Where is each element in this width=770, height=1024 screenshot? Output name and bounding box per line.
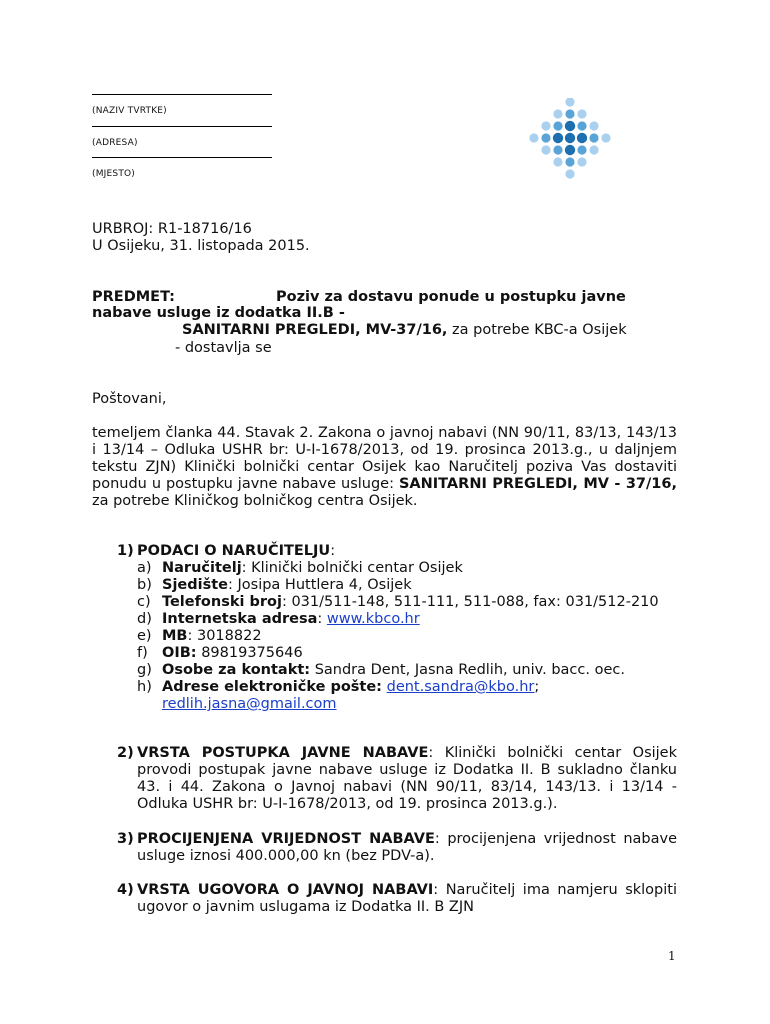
- website-link[interactable]: www.kbco.hr: [326, 611, 420, 627]
- section-title-colon: :: [330, 543, 336, 559]
- logo-dot: [541, 133, 550, 142]
- authority-details-list: [137, 560, 677, 713]
- list-label: Adrese elektroničke pošte:: [162, 679, 382, 695]
- logo-dot: [589, 133, 598, 142]
- intro-text: temeljem članka 44. Stavak 2. Zakona o javnoj nabavi (NN 90/11, 83/13, 143/13 i 13/14 – Odluka USHR br: U-I-1678/2013, od 19. prosinca 2013.g., u daljnjem tekstu ZJN) Klinički bolnički centar Osijek kao Naručitelj poziva Vas dostaviti ponudu u postupku javne nabave usluge:: [92, 425, 677, 492]
- subject-service-rest: za potrebe KBC-a Osijek: [447, 322, 627, 338]
- place-date: U Osijeku, 31. listopada 2015.: [92, 238, 310, 254]
- email-link-dent[interactable]: dent.sandra@kbo.hr: [386, 679, 535, 695]
- subject-title-line1: Poziv za dostavu ponude u postupku javne: [276, 289, 626, 305]
- logo-dot: [541, 145, 550, 154]
- logo-dot: [577, 145, 586, 154]
- list-letter: b): [137, 577, 152, 593]
- section-title: VRSTA UGOVORA O JAVNOJ NABAVI: [137, 882, 434, 898]
- list-label: Internetska adresa: [162, 611, 318, 627]
- list-item: [137, 577, 677, 594]
- subject-service-line: [182, 322, 627, 339]
- logo-dot: [565, 133, 575, 143]
- section-contracting-authority: [117, 543, 677, 560]
- place-blank: [92, 157, 272, 158]
- list-label: Telefonski broj: [162, 594, 282, 610]
- section-title: PODACI O NARUČITELJU: [137, 543, 331, 559]
- logo-dot: [553, 121, 562, 130]
- section-text: : Naručitelj ima namjeru sklopiti ugovor o javnim uslugama iz Dodatka II. B ZJN: [137, 882, 677, 915]
- subject-service: SANITARNI PREGLEDI, MV-37/16,: [182, 322, 448, 338]
- logo-dot: [553, 145, 562, 154]
- page-number: 1: [668, 949, 676, 963]
- list-value: 3018822: [196, 628, 262, 644]
- logo-dot: [577, 109, 586, 118]
- logo-dot: [565, 157, 574, 166]
- section-title: PROCIJENJENA VRIJEDNOST NABAVE: [137, 831, 435, 847]
- section-number: 4): [117, 882, 134, 898]
- list-letter: d): [137, 611, 152, 627]
- logo-dot: [589, 145, 598, 154]
- intro-tail: za potrebe Kliničkog bolničkog centra Osijek.: [92, 493, 418, 509]
- urbroj: URBROJ: R1-18716/16: [92, 221, 252, 237]
- list-letter: f): [137, 645, 148, 661]
- list-item: [137, 560, 677, 577]
- logo-dot: [565, 109, 574, 118]
- greeting: Poštovani,: [92, 391, 167, 407]
- kbc-dot-cross-logo-icon: [520, 98, 620, 182]
- section-number: 1): [117, 543, 134, 559]
- company-name-blank: [92, 94, 272, 95]
- list-value: 031/511-148, 511-111, 511-088, fax: 031/512-210: [291, 594, 659, 610]
- list-sep: :: [317, 611, 327, 627]
- subject-label: PREDMET:: [92, 289, 175, 305]
- list-letter: e): [137, 628, 152, 644]
- list-letter: a): [137, 560, 152, 576]
- section-estimated-value: [117, 831, 677, 865]
- list-sep: ;: [534, 679, 540, 695]
- list-item: [137, 611, 677, 628]
- list-sep: :: [241, 560, 252, 576]
- logo-dot: [565, 98, 574, 107]
- intro-bold: SANITARNI PREGLEDI, MV - 37/16,: [398, 476, 677, 492]
- list-letter: h): [137, 679, 152, 695]
- intro-paragraph: [92, 425, 677, 510]
- list-item: [137, 662, 677, 679]
- logo-dot: [577, 157, 586, 166]
- logo-dot: [601, 133, 610, 142]
- logo-dot: [565, 145, 575, 155]
- list-item: [137, 628, 677, 645]
- logo-dot: [541, 121, 550, 130]
- list-value: Sandra Dent, Jasna Redlih, univ. bacc. oec.: [314, 662, 625, 678]
- list-item: [137, 594, 677, 611]
- section-text: : procijenjena vrijednost nabave usluge iznosi 400.000,00 kn (bez PDV-a).: [137, 831, 677, 864]
- list-letter: g): [137, 662, 152, 678]
- address-caption: (ADRESA): [92, 138, 138, 148]
- list-label: MB: [162, 628, 188, 644]
- list-label: Naručitelj: [162, 560, 242, 576]
- email-link-redlih[interactable]: redlih.jasna@gmail.com: [162, 696, 337, 712]
- subject-title-line2: nabave usluge iz dodatka II.B -: [92, 305, 345, 321]
- list-item: [137, 645, 677, 662]
- subject-delivered: - dostavlja se: [175, 340, 272, 356]
- list-value: Josipa Huttlera 4, Osijek: [237, 577, 412, 593]
- list-sep: :: [228, 577, 238, 593]
- company-name-caption: (NAZIV TVRTKE): [92, 106, 167, 116]
- logo-dot: [553, 109, 562, 118]
- logo-dot: [565, 169, 574, 178]
- logo-dot: [529, 133, 538, 142]
- address-blank: [92, 126, 272, 127]
- list-letter: c): [137, 594, 151, 610]
- logo-dot: [577, 133, 587, 143]
- list-label: Sjedište: [162, 577, 228, 593]
- logo-dot: [553, 157, 562, 166]
- logo-dot: [553, 133, 563, 143]
- place-caption: (MJESTO): [92, 169, 136, 179]
- list-sep: :: [281, 594, 292, 610]
- list-sep: :: [187, 628, 197, 644]
- section-number: 2): [117, 745, 134, 761]
- logo-dot: [577, 121, 586, 130]
- list-value: 89819375646: [201, 645, 303, 661]
- section-procedure-type: [117, 745, 677, 813]
- list-label: OIB:: [162, 645, 197, 661]
- list-label: Osobe za kontakt:: [162, 662, 311, 678]
- section-title: VRSTA POSTUPKA JAVNE NABAVE: [137, 745, 429, 761]
- list-value: Klinički bolnički centar Osijek: [251, 560, 463, 576]
- section-text: : Klinički bolnički centar Osijek provodi postupak javne nabave usluge iz Dodatka II. B sukladno članku 43. i 44. Zakona o Javnoj nabavi (NN 90/11, 83/14, 143/13. i 13/14 - Odluka USHR br: U-I-1678/2013, od 19. prosinca 2013.g.).: [137, 745, 678, 812]
- section-contract-type: [117, 882, 677, 916]
- section-number: 3): [117, 831, 134, 847]
- logo-dot: [589, 121, 598, 130]
- logo-dot: [565, 121, 575, 131]
- list-item: [137, 679, 677, 713]
